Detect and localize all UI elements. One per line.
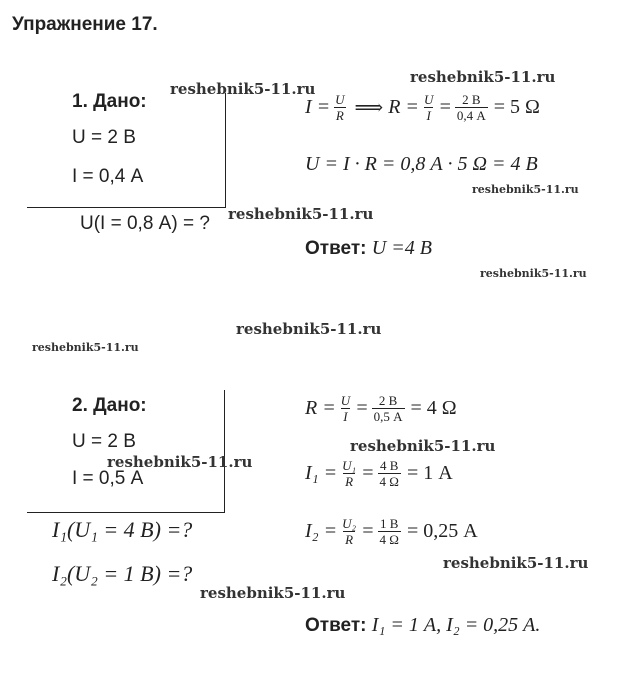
- p2-l1-frac2: $\frac{2 В}{0,5 А}$: [373, 393, 403, 424]
- watermark: reshebnik5-11.ru: [410, 68, 556, 86]
- p2-l3-frac2: $\frac{1 В}{4 \Omega}$: [379, 516, 399, 547]
- p2-l1-lhs: R =: [305, 397, 336, 419]
- p2-solution-line3: [305, 516, 478, 547]
- watermark: reshebnik5-11.ru: [236, 320, 382, 338]
- p1-l1-result: = 5 Ω: [493, 96, 540, 118]
- p2-l3-frac1: $\frac{\text{U₂}}{R}$: [342, 516, 357, 547]
- p1-given-voltage: U = 2 В: [72, 127, 136, 148]
- p2-given-divider-vertical: [224, 390, 225, 512]
- p1-l1-frac1: $\frac{U}{R}$: [335, 92, 345, 123]
- p2-l2-eq: =: [361, 462, 375, 484]
- p1-l1-lhs: I =: [305, 96, 331, 118]
- p1-given-current: I = 0,4 А: [72, 166, 144, 187]
- watermark: reshebnik5-11.ru: [472, 183, 579, 196]
- p2-solution-line1: [305, 393, 457, 424]
- p1-l1-r: R =: [388, 96, 419, 118]
- p1-l1-implies: ⟹: [354, 97, 384, 119]
- watermark: reshebnik5-11.ru: [107, 453, 253, 471]
- p2-l1-eq: =: [355, 397, 369, 419]
- watermark: reshebnik5-11.ru: [480, 267, 587, 280]
- p2-l1-frac1: $\frac{U}{I}$: [340, 393, 351, 424]
- p2-answer: [305, 614, 540, 637]
- p2-solution-line2: [305, 458, 453, 489]
- p1-l1-eq: =: [438, 96, 452, 118]
- p2-l2-lhs: I₁ =: [305, 462, 338, 484]
- p2-l2-frac2: $\frac{4 В}{4 \Omega}$: [379, 458, 399, 489]
- p2-given-voltage: U = 2 В: [72, 431, 136, 452]
- p2-answer-label: Ответ:: [305, 615, 367, 636]
- page-title: Упражнение 17.: [12, 14, 158, 35]
- p2-given-current: I = 0,5 А: [72, 468, 144, 489]
- p2-answer-value: I₁ = 1 А, I₂ = 0,25 А.: [371, 614, 541, 636]
- watermark: reshebnik5-11.ru: [350, 437, 496, 455]
- p2-l2-result: = 1 А: [406, 462, 453, 484]
- p2-l1-result: = 4 Ω: [410, 397, 457, 419]
- p1-solution-line1: [305, 92, 540, 123]
- p2-l3-result: = 0,25 А: [406, 520, 478, 542]
- watermark: reshebnik5-11.ru: [228, 205, 374, 223]
- p2-l3-lhs: I₂ =: [305, 520, 338, 542]
- p2-find-1: I₁(U₁ = 4 В) =?: [52, 517, 193, 542]
- watermark: reshebnik5-11.ru: [443, 554, 589, 572]
- p1-solution-line2: U = I · R = 0,8 А · 5 Ω = 4 В: [305, 153, 538, 175]
- watermark: reshebnik5-11.ru: [170, 80, 316, 98]
- p1-l1-frac3: $\frac{2 В}{0,4 А}$: [456, 92, 486, 123]
- p2-l3-eq: =: [361, 520, 375, 542]
- p1-given-divider-horizontal: [27, 207, 226, 208]
- p1-given-heading: 1. Дано:: [72, 91, 147, 112]
- p1-answer-label: Ответ:: [305, 238, 367, 259]
- p2-find-2: I₂(U₂ = 1 В) =?: [52, 561, 193, 586]
- p2-given-divider-horizontal: [27, 512, 225, 513]
- watermark: reshebnik5-11.ru: [200, 584, 346, 602]
- p2-given-heading: 2. Дано:: [72, 395, 147, 416]
- watermark: reshebnik5-11.ru: [32, 341, 139, 354]
- p1-l1-frac2: $\frac{U}{I}$: [423, 92, 434, 123]
- p1-answer: [305, 237, 432, 260]
- p1-find: U(I = 0,8 А) = ?: [80, 213, 210, 234]
- p1-answer-value: U =4 В: [371, 237, 432, 259]
- p2-l2-frac1: $\frac{\text{U₁}}{R}$: [342, 458, 357, 489]
- p1-given-divider-vertical: [225, 93, 226, 207]
